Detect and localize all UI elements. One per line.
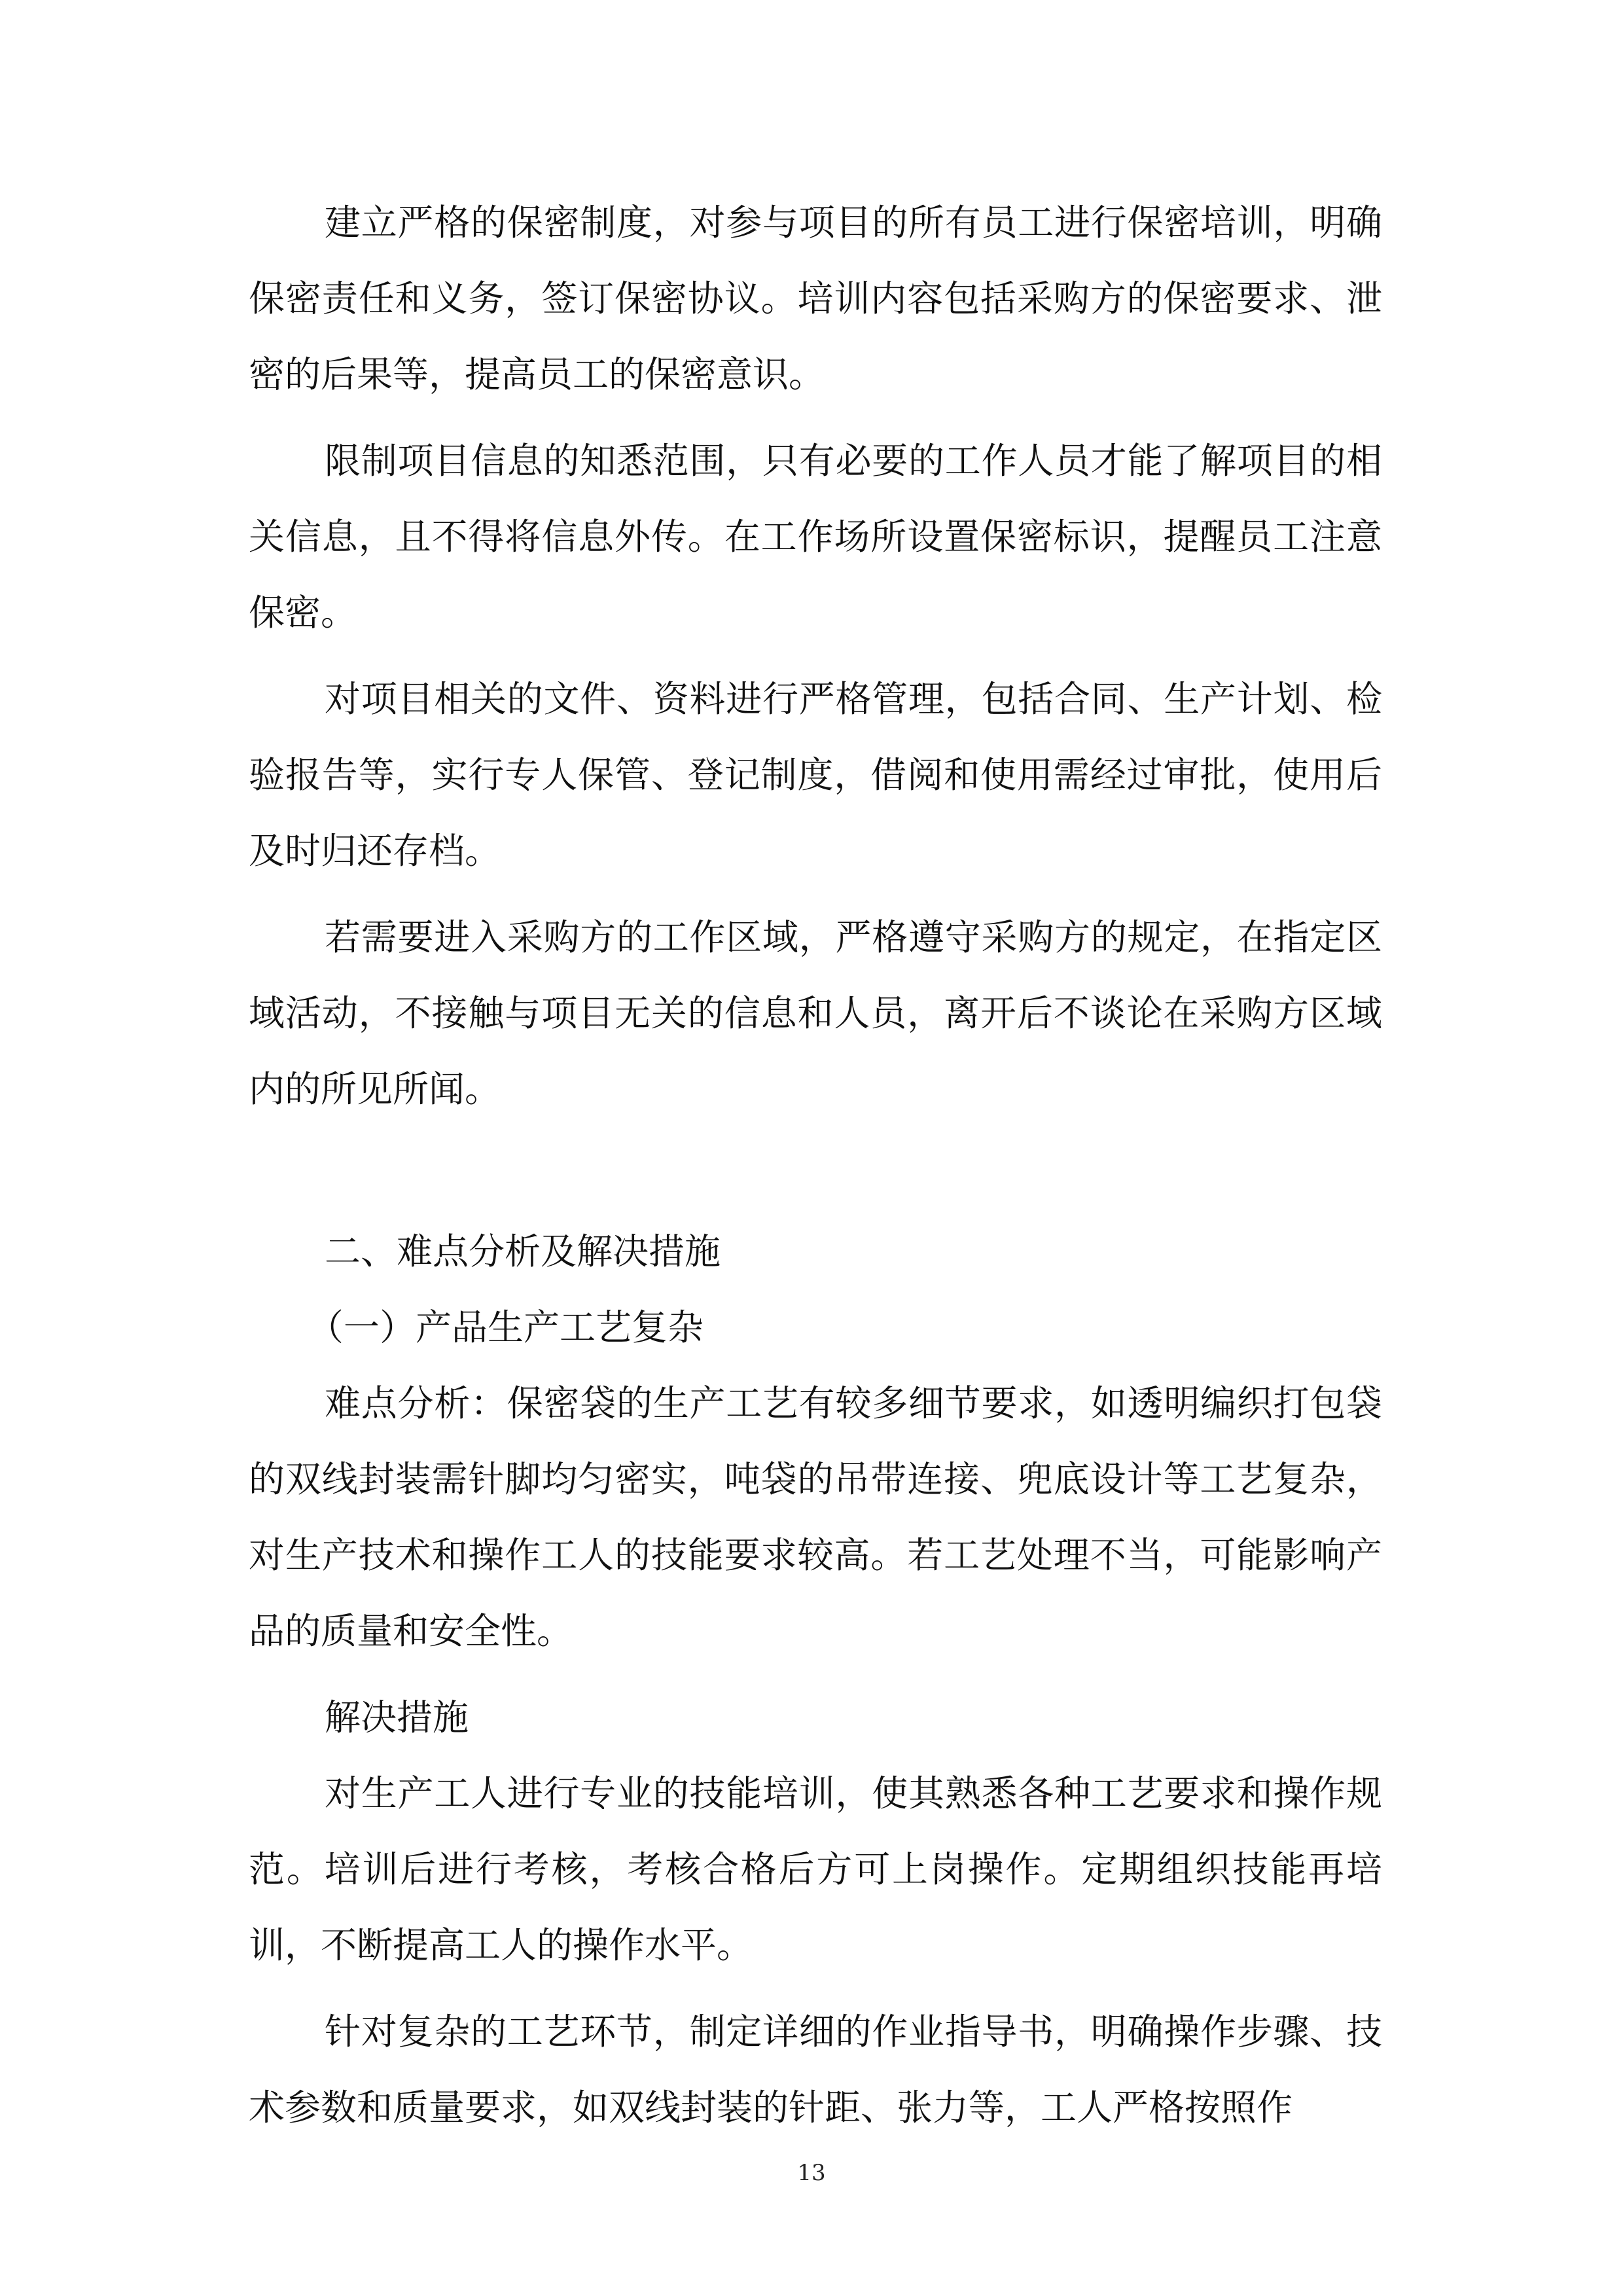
page-body <box>249 185 1382 2156</box>
paragraph-skill-training: 对生产工人进行专业的技能培训，使其熟悉各种工艺要求和操作规范。培训后进行考核，考核合格后方可上岗操作。定期组织技能再培训，不断提高工人的操作水平。 <box>249 1772 1382 1966</box>
paragraph-confidentiality-system: 建立严格的保密制度，对参与项目的所有员工进行保密培训，明确保密责任和义务，签订保密协议。培训内容包括采购方的保密要求、泄密的后果等，提高员工的保密意识。 <box>249 202 1382 395</box>
section-heading: 二、难点分析及解决措施 <box>325 1230 721 1272</box>
paragraph-information-scope: 限制项目信息的知悉范围，只有必要的工作人员才能了解项目的相关信息，且不得将信息外传。在工作场所设置保密标识，提醒员工注意保密。 <box>249 440 1382 634</box>
paragraph-work-instructions: 针对复杂的工艺环节，制定详细的作业指导书，明确操作步骤、技术参数和质量要求，如双线封装的针距、张力等，工人严格按照作 <box>249 2011 1382 2128</box>
section-spacer <box>249 1138 1382 1213</box>
solution-label: 解决措施 <box>325 1696 469 1738</box>
subsection-heading: （一）产品生产工艺复杂 <box>308 1306 704 1348</box>
page-number: 13 <box>797 2160 826 2186</box>
paragraph-document-management: 对项目相关的文件、资料进行严格管理，包括合同、生产计划、检验报告等，实行专人保管、登记制度，借阅和使用需经过审批，使用后及时归还存档。 <box>249 678 1382 872</box>
paragraph-difficulty-analysis: 难点分析：保密袋的生产工艺有较多细节要求，如透明编织打包袋的双线封装需针脚均匀密实，吨袋的吊带连接、兜底设计等工艺复杂，对生产技术和操作工人的技能要求较高。若工艺处理不当，可能影响产品的质量和安全性。 <box>249 1382 1382 1652</box>
paragraph-work-area-rules: 若需要进入采购方的工作区域，严格遵守采购方的规定，在指定区域活动，不接触与项目无关的信息和人员，离开后不谈论在采购方区域内的所见所闻。 <box>249 916 1382 1110</box>
